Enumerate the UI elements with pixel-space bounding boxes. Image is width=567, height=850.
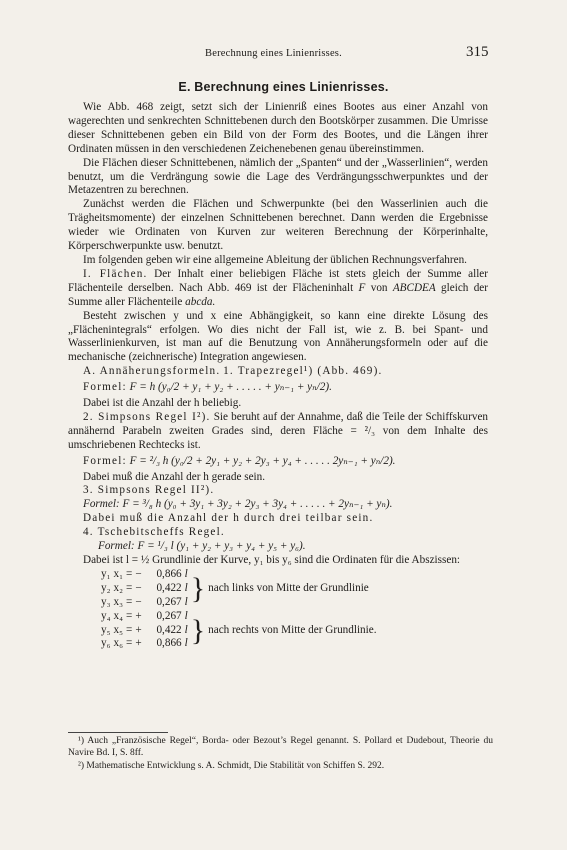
table-row: y₄ x₄ = + 0,267 l } nach rechts von Mitte der Grundlinie. — [101, 610, 380, 624]
ordinate-label: y₄ — [101, 609, 111, 622]
table-row: y₆ x₆ = + 0,866 l — [101, 637, 188, 650]
abscissa-value: 0,422 — [156, 623, 182, 636]
footnotes — [68, 735, 493, 772]
abscissa-value: 0,866 — [156, 637, 182, 650]
unit: l — [184, 595, 188, 608]
abscissa-label: x₆ — [113, 637, 123, 650]
table-row: y₃ x₃ = − 0,267 l — [101, 595, 188, 608]
paragraph-text: Sie beruht auf der Annahme, daß die Teile der Schiffskurven annähernd Parabeln zweiten Grades sind, deren Fläche = ²/₃ von dem Inhalte des umschriebenen Rechtecks ist. — [68, 410, 489, 451]
unit: l — [184, 581, 188, 594]
math-variable: F — [358, 281, 366, 294]
abscissa-value: 0,267 — [156, 595, 182, 608]
unit: l — [184, 623, 188, 636]
paragraph-text: gleich der Summe aller Flächenteile — [68, 281, 488, 308]
ordinate-label: y₂ — [101, 581, 111, 594]
table-row: y₂ x₂ = − 0,422 l — [101, 581, 188, 594]
formula-expression: Formel: F = ¹/₃ l (y₁ + y₂ + y₃ + y₄ + y₅ + y₆). — [98, 540, 306, 553]
formula-label: Formel: — [83, 454, 127, 467]
formula-label: Formel: — [83, 381, 127, 394]
heading-text: 1. Trapezregel¹) (Abb. 469). — [223, 365, 383, 378]
ordinate-label: y₆ — [101, 637, 111, 650]
paragraph: Dabei muß die Anzahl der h durch drei teilbar sein. — [83, 512, 374, 525]
footnote: ¹) Auch „Französische Regel“, Borda- oder Bezout’s Regel genannt. S. Pollard et Dudebout, Theorie du Navire Bd. I, S. 8ff. — [68, 736, 493, 759]
abscissae-table — [101, 568, 380, 651]
math-variable: abcda. — [185, 295, 216, 308]
brace-icon: } — [190, 613, 206, 647]
paragraph: Im folgenden geben wir eine allgemeine Ableitung der üblichen Rechnungsverfahren. — [83, 253, 467, 266]
abscissa-value: 0,267 — [156, 609, 182, 622]
unit: l — [184, 567, 188, 580]
table-row: y₅ x₅ = + 0,422 l — [101, 623, 188, 636]
page-body — [68, 101, 488, 651]
heading-text: A. Annäherungsformeln. — [83, 365, 221, 378]
paragraph: Dabei ist die Anzahl der h beliebig. — [83, 397, 242, 410]
paragraph — [68, 411, 488, 453]
footnote: ²) Mathematische Entwicklung s. A. Schmidt, Die Stabilität von Schiffen S. 292. — [78, 760, 385, 771]
abscissa-label: x₃ — [113, 595, 123, 608]
ordinate-label: y₅ — [101, 623, 111, 636]
section-title: E. Berechnung eines Linienrisses. — [178, 80, 389, 94]
unit: l — [184, 609, 188, 622]
ordinate-label: y₁ — [101, 567, 111, 580]
page-number: 315 — [466, 44, 489, 60]
formula-expression: F = ²/₃ h (y₀/2 + 2y₁ + y₂ + 2y₃ + y₄ + . . . . . 2yₙ₋₁ + yₙ/2). — [129, 454, 396, 467]
math-variable: ABCDEA — [392, 281, 436, 294]
formula — [68, 381, 488, 395]
paragraph-text: von — [370, 281, 388, 294]
rule-heading — [68, 365, 488, 379]
footnote-divider — [68, 732, 168, 733]
paragraph-text: Der Inhalt einer beliebigen Fläche ist stets gleich der Summe aller Flächenteile derselben. Nach Abb. 469 ist der Flächeninhalt — [68, 267, 489, 294]
table-row: y₁ x₁ = − 0,866 l } nach links von Mitte der Grundlinie — [101, 568, 380, 582]
unit: l — [184, 637, 188, 650]
brace-icon: } — [190, 571, 206, 605]
paragraph: Die Flächen dieser Schnittebenen, nämlich der „Spanten“ und der „Wasserlinien“, werden benutzt, um die Verdrängung sowie die Lage des Verdrängungsschwerpunktes und der Metazentren zu berechnen. — [68, 156, 488, 197]
group-label-left: nach links von Mitte der Grundlinie — [208, 581, 369, 594]
rule-heading: 3. Simpsons Regel II²). — [83, 484, 215, 497]
abscissa-value: 0,422 — [156, 581, 182, 594]
sign: + — [135, 609, 142, 622]
sign: + — [135, 637, 142, 650]
sign: − — [135, 581, 142, 594]
sign: − — [135, 567, 142, 580]
running-title: Berechnung eines Linienrisses. — [205, 48, 342, 59]
abscissa-value: 0,866 — [156, 567, 182, 580]
paragraph — [68, 268, 488, 310]
sign: + — [135, 623, 142, 636]
formula — [68, 540, 488, 554]
group-label-right: nach rechts von Mitte der Grundlinie. — [208, 623, 377, 636]
formula — [68, 498, 488, 512]
paragraph: Besteht zwischen y und x eine Abhängigkeit, so kann eine direkte Lösung des „Flächenintegrals“ erfolgen. Wo dies nicht der Fall ist, wie z. B. bei Spant- und Wasserlinienkurven, ist man auf die Benutzung von Annäherungsformeln oder auf die mechanische (zeichnerische) Integration angewiesen. — [68, 309, 488, 364]
abscissa-label: x₁ — [113, 567, 123, 580]
formula — [68, 455, 488, 469]
rule-heading: 4. Tschebitscheffs Regel. — [83, 526, 225, 539]
formula-expression: F = h (y₀/2 + y₁ + y₂ + . . . . . + yₙ₋₁ + yₙ/2). — [129, 381, 332, 394]
running-header — [0, 44, 567, 63]
paragraph: Zunächst werden die Flächen und Schwerpunkte (bei den Wasserlinien auch die Trägheitsmomente) der einzelnen Schnittebenen berechnet. Dann werden die Ergebnisse wieder wie Ordinaten von Kurven zur weiteren Berechnung der Körperinhalte, Körperschwerpunkte usw. benutzt. — [68, 198, 488, 253]
paragraph: Dabei ist l = ½ Grundlinie der Kurve, y₁ bis y₆ sind die Ordinaten für die Abszissen: — [83, 554, 461, 566]
ordinate-label: y₃ — [101, 595, 111, 608]
subsection-heading: I. Flächen. — [83, 267, 148, 280]
abscissa-label: x₅ — [113, 623, 123, 636]
heading-text: 2. Simpsons Regel I²). — [83, 410, 211, 423]
sign: − — [135, 595, 142, 608]
formula-expression: Formel: F = ³/₈ h (y₀ + 3y₁ + 3y₂ + 2y₃ + 3y₄ + . . . . . + 2yₙ₋₁ + yₙ). — [83, 498, 393, 511]
abscissa-label: x₄ — [113, 609, 123, 622]
paragraph: Dabei muß die Anzahl der h gerade sein. — [83, 470, 266, 483]
abscissa-label: x₂ — [113, 581, 123, 594]
paragraph: Wie Abb. 468 zeigt, setzt sich der Linienriß eines Bootes aus einer Anzahl von wagerechten und senkrechten Schnittebenen durch den Bootskörper zusammen. Die Umrisse dieser Schnittebenen geben ein Bild von der Form des Bootes, und die Längen ihrer Ordinaten müssen in den verschiedenen Zeichenebenen genau übereinstimmen. — [68, 101, 488, 155]
